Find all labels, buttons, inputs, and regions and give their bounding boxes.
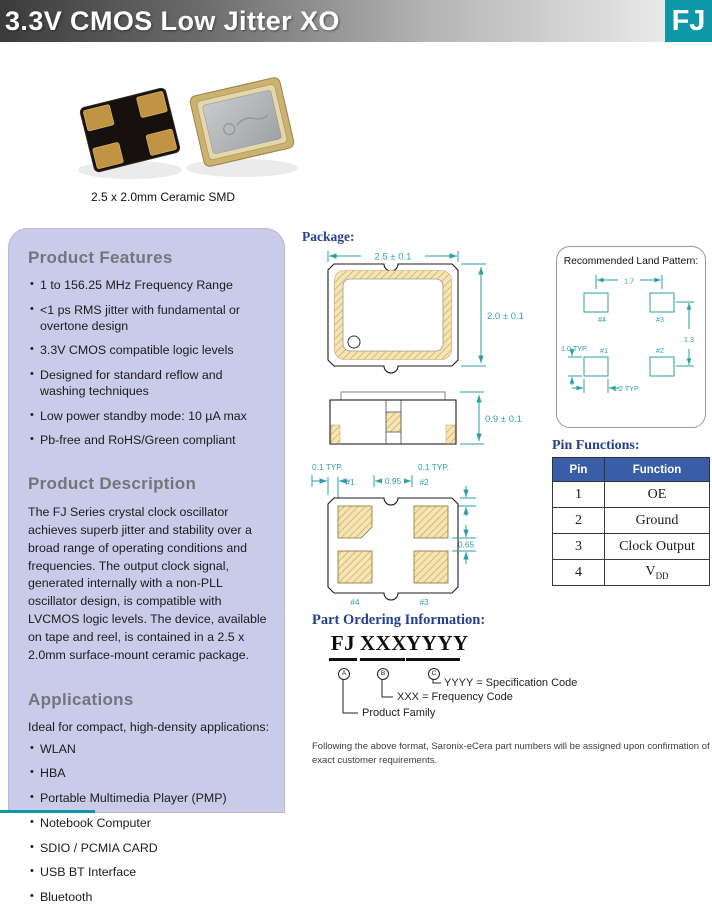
dim-pad-pitch: 0.95 [384, 476, 402, 486]
land-pad4-label: #4 [598, 315, 606, 324]
description-title: Product Description [28, 474, 197, 493]
package-side-view [330, 392, 522, 444]
land-pad2-label: #2 [656, 346, 664, 355]
feature-item: • 3.3V CMOS compatible logic levels [28, 343, 271, 359]
pin-function: OE [605, 482, 710, 508]
package-bottom-view [312, 462, 476, 607]
application-item: • HBA [28, 766, 271, 782]
pad3-label: #3 [419, 597, 429, 607]
land-pattern-box [556, 246, 706, 428]
part-segment-spec: YYYY [406, 631, 460, 661]
application-item: • Portable Multimedia Player (PMP) [28, 791, 271, 807]
pad2-label: #2 [419, 477, 429, 487]
description-body: The FJ Series crystal clock oscillator achieves superb jitter and stability over a broad range of operating conditions and frequencies. The output clock signal, generated internally with a non-PLL oscillator design, is compatible with LVCMOS logic levels. The device, available on tape and reel, is contained in a 2.5 x 2.0mm surface-mount ceramic package. [28, 505, 267, 662]
legend-product-family: Product Family [362, 707, 436, 719]
part-ordering-title: Part Ordering Information: [312, 612, 486, 628]
dim-typ-left: 0.1 TYP. [312, 462, 344, 472]
feature-item: • <1 ps RMS jitter with fundamental or overtone design [28, 303, 271, 335]
features-title: Product Features [28, 248, 173, 267]
part-segment-family: FJ [329, 631, 357, 661]
pin-function: Ground [605, 508, 710, 534]
table-row [553, 560, 710, 586]
pin-number: 2 [553, 508, 605, 534]
land-dim-pad-width: 1.2 TYP. [613, 384, 640, 393]
land-dim-height: 1.3 [684, 335, 694, 344]
pin-column-header: Pin [553, 458, 605, 482]
application-item: • Bluetooth [28, 890, 271, 906]
chip-bottom-view [79, 87, 180, 172]
marker-b: B [377, 668, 389, 680]
dim-typ-right: 0.1 TYP. [418, 462, 450, 472]
marker-a: A [338, 668, 350, 680]
chip-cavity-view [189, 77, 295, 168]
land-pattern-drawing [558, 269, 704, 417]
dim-pad-gap: 0.65 [458, 539, 475, 550]
dim-top-height: 2.0 ± 0.1 [487, 311, 524, 322]
land-pattern-title: Recommended Land Pattern: [563, 256, 699, 267]
ordering-note: Following the above format, Saronix-eCera part numbers will be assigned upon confirmation of exact customer requirements. [312, 741, 710, 766]
pin-number: 1 [553, 482, 605, 508]
pad1-label: #1 [345, 477, 355, 487]
fj-logo: FJ [665, 0, 712, 42]
header-bar [0, 0, 665, 42]
part-segment-frequency: XXX [360, 631, 405, 661]
package-title: Package: [302, 229, 355, 244]
page-title: 3.3V CMOS Low Jitter XO [5, 5, 340, 36]
pin-number: 4 [553, 560, 605, 586]
applications-intro: Ideal for compact, high-density applications: [28, 719, 270, 734]
applications-list [28, 742, 271, 906]
sidebar-panel [8, 228, 285, 905]
legend-specification-code: YYYY = Specification Code [444, 677, 578, 689]
feature-item: • 1 to 156.25 MHz Frequency Range [28, 278, 271, 294]
package-top-view [328, 250, 524, 373]
applications-title: Applications [28, 689, 134, 709]
application-item: • WLAN [28, 742, 271, 758]
land-pad1-label: #1 [600, 346, 608, 355]
legend-frequency-code: XXX = Frequency Code [397, 691, 513, 703]
footer-accent-strip [0, 810, 95, 813]
feature-item: • Low power standby mode: 10 µA max [28, 409, 271, 425]
marker-c: C [428, 668, 440, 680]
table-row [553, 534, 710, 560]
land-pad3-label: #3 [656, 315, 664, 324]
application-item: • Notebook Computer [28, 816, 271, 832]
pad4-label: #4 [350, 597, 360, 607]
land-dim-pad-height: 1.0 TYP. [561, 344, 588, 353]
pin1-indicator [348, 336, 360, 348]
pin-function: Clock Output [605, 534, 710, 560]
feature-item: • Designed for standard reflow and washing techniques [28, 368, 271, 400]
function-column-header: Function [605, 458, 710, 482]
product-photo [50, 66, 298, 188]
application-item: • USB BT Interface [28, 865, 271, 881]
features-list [28, 278, 271, 449]
pin-functions-title: Pin Functions: [552, 438, 640, 453]
land-dim-width: 1.7 [624, 276, 634, 286]
dim-side-height: 0.9 ± 0.1 [485, 414, 522, 425]
pin-number: 3 [553, 534, 605, 560]
table-header-row [553, 458, 710, 482]
dim-top-width: 2.5 ± 0.1 [374, 251, 412, 263]
table-row [553, 508, 710, 534]
pin-functions-table [552, 457, 710, 586]
pin-function: $V_{DD}$ [605, 560, 710, 586]
photo-caption: 2.5 x 2.0mm Ceramic SMD [90, 190, 236, 204]
application-item: • SDIO / PCMIA CARD [28, 841, 271, 857]
chip-shadow [186, 159, 298, 177]
table-row [553, 482, 710, 508]
feature-item: • Pb-free and RoHS/Green compliant [28, 433, 271, 449]
package-drawings [298, 248, 553, 610]
